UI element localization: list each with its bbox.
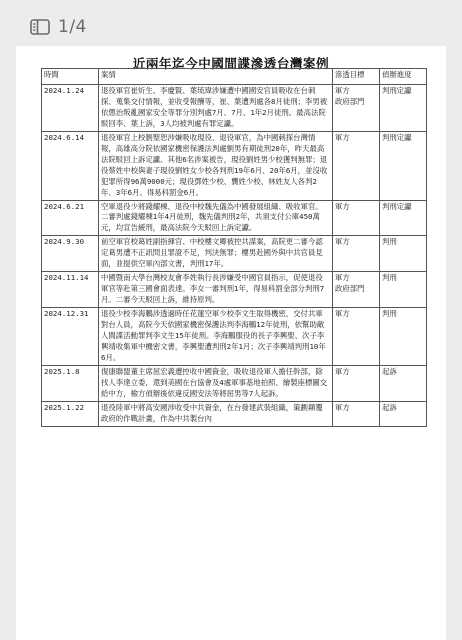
- case-date: 2024.1.24: [42, 85, 99, 132]
- case-status: 起訴: [380, 365, 427, 401]
- case-target: 軍方: [333, 365, 380, 401]
- viewer-toolbar: [0, 0, 462, 44]
- case-status: 判刑: [380, 272, 427, 308]
- table-row: [42, 85, 427, 132]
- table-row: [42, 200, 427, 236]
- case-status: 判刑: [380, 236, 427, 272]
- column-header-date: 時間: [42, 69, 99, 85]
- case-target: 軍方 政府部門: [333, 272, 380, 308]
- case-status: 判刑定讞: [380, 131, 427, 200]
- table-header-row: [42, 69, 427, 85]
- case-matter: 前空軍官校葛姓副指揮官、中校樓文卿被控共謀案，高院更二審今認定葛男遭不正訊問且罪證不足，判決無罪；樓男赴國外與中共官員見面，並提供空軍內部文書，判刑17年。: [99, 236, 333, 272]
- case-status: 判刑定讞: [380, 85, 427, 132]
- document-title: 近兩年迄今中國間諜滲透台灣案例: [132, 56, 330, 71]
- table-row: [42, 272, 427, 308]
- cases-table: [41, 68, 427, 427]
- column-header-target: 滲透目標: [333, 69, 380, 85]
- document-page: [16, 46, 446, 640]
- case-target: 軍方 政府部門: [333, 85, 380, 132]
- case-matter: 復康聯盟董主席屈宏義遭控收中國資金，吸收退役軍人擔任幹部，除找人李達立委，還到美國在台協會及4處軍事基地拍照、繪製座標圖交給中方，檢方偵辦後依違反國安法等將屈男等7人起訴。: [99, 365, 333, 401]
- case-target: 軍方: [333, 131, 380, 200]
- case-date: 2024.6.14: [42, 131, 99, 200]
- case-date: 2024.12.31: [42, 308, 99, 366]
- page-number: 1/4: [58, 17, 87, 37]
- case-date: 2024.6.21: [42, 200, 99, 236]
- case-status: 判刑: [380, 308, 427, 366]
- case-status: 起訴: [380, 401, 427, 426]
- case-matter: 空軍退役少將錢耀棟、退役中校魏先儀為中國發展組織、吸收軍官。二審判處錢耀棟1年4月徒刑，魏先儀判刑2年，共須支付公庫450萬元，均宣告緩刑，最高法院今天駁回上訴定讞。: [99, 200, 333, 236]
- case-target: 軍方: [333, 308, 380, 366]
- table-row: [42, 365, 427, 401]
- case-matter: 退役陸軍中將高安國涉收受中共資金，在台發建武裝組織，策劃顛覆政府的作戰計畫，作為中共製台內: [99, 401, 333, 426]
- case-matter: 退役軍官上校劉聖恕涉嫌吸收現役、退役軍官，為中國刺探台灣情報，高雄高分院依國家機密保護法判處劉男有期徒刑20年，昨天最高法院駁回上訴定讞。其他6名涉案被告，現役劉姓男少校獲判無罪；退役蔡姓中校與妻子現役劉姓女少校各判刑19年6月、20年6月，並沒收犯罪所得96萬9000元；現役鄧姓少校、龔姓少校、林姓友人各判2年、3年6月、得易科罰金6月。: [99, 131, 333, 200]
- page-indicator[interactable]: [30, 14, 87, 40]
- case-target: 軍方: [333, 236, 380, 272]
- case-matter: 退役軍官崔炘生、李慶賢、葉琉瑋涉嫌遭中國國安官員吸收在台刺探、蒐集交付情報，並收受報酬等，崔、葉遭判處各8月徒刑；李男被依懲治叛亂國家安全等罪分別判處7月、7月、1年2月徒刑。最高法院駁回李、葉上訴，3人均被判處有罪定讞。: [99, 85, 333, 132]
- table-row: [42, 401, 427, 426]
- table-row: [42, 131, 427, 200]
- case-status: 判刑定讞: [380, 200, 427, 236]
- column-header-status: 偵辦進度: [380, 69, 427, 85]
- case-date: 2024.11.14: [42, 272, 99, 308]
- column-header-matter: 案情: [99, 69, 333, 85]
- case-target: 軍方: [333, 401, 380, 426]
- case-date: 2025.1.22: [42, 401, 99, 426]
- table-row: [42, 308, 427, 366]
- case-matter: 退役少校李海鵬涉透過時任花蓮空軍少校李文生取得機密，交付共軍對台人員，高院今天依國家機密保護法判李海鵬12年徒刑，依幫助敵人間諜活動罪判李文生15年徒刑。李海鵬服役的長子李興聖、次子李興靖收集軍中機密文書，李興聖遭判刑2年1月；次子李興靖判刑10年6月。: [99, 308, 333, 366]
- case-target: 軍方: [333, 200, 380, 236]
- sidebar-panel-icon[interactable]: [30, 19, 50, 35]
- case-matter: 中國暨南大學台灣校友會李姓執行長涉嫌受中國官員指示，促使退役軍官等赴第三國會面表達。李女一審判刑1年，得易科罰金部分判刑7月。二審今天駁回上訴，維持原判。: [99, 272, 333, 308]
- case-date: 2025.1.8: [42, 365, 99, 401]
- table-row: [42, 236, 427, 272]
- case-date: 2024.9.30: [42, 236, 99, 272]
